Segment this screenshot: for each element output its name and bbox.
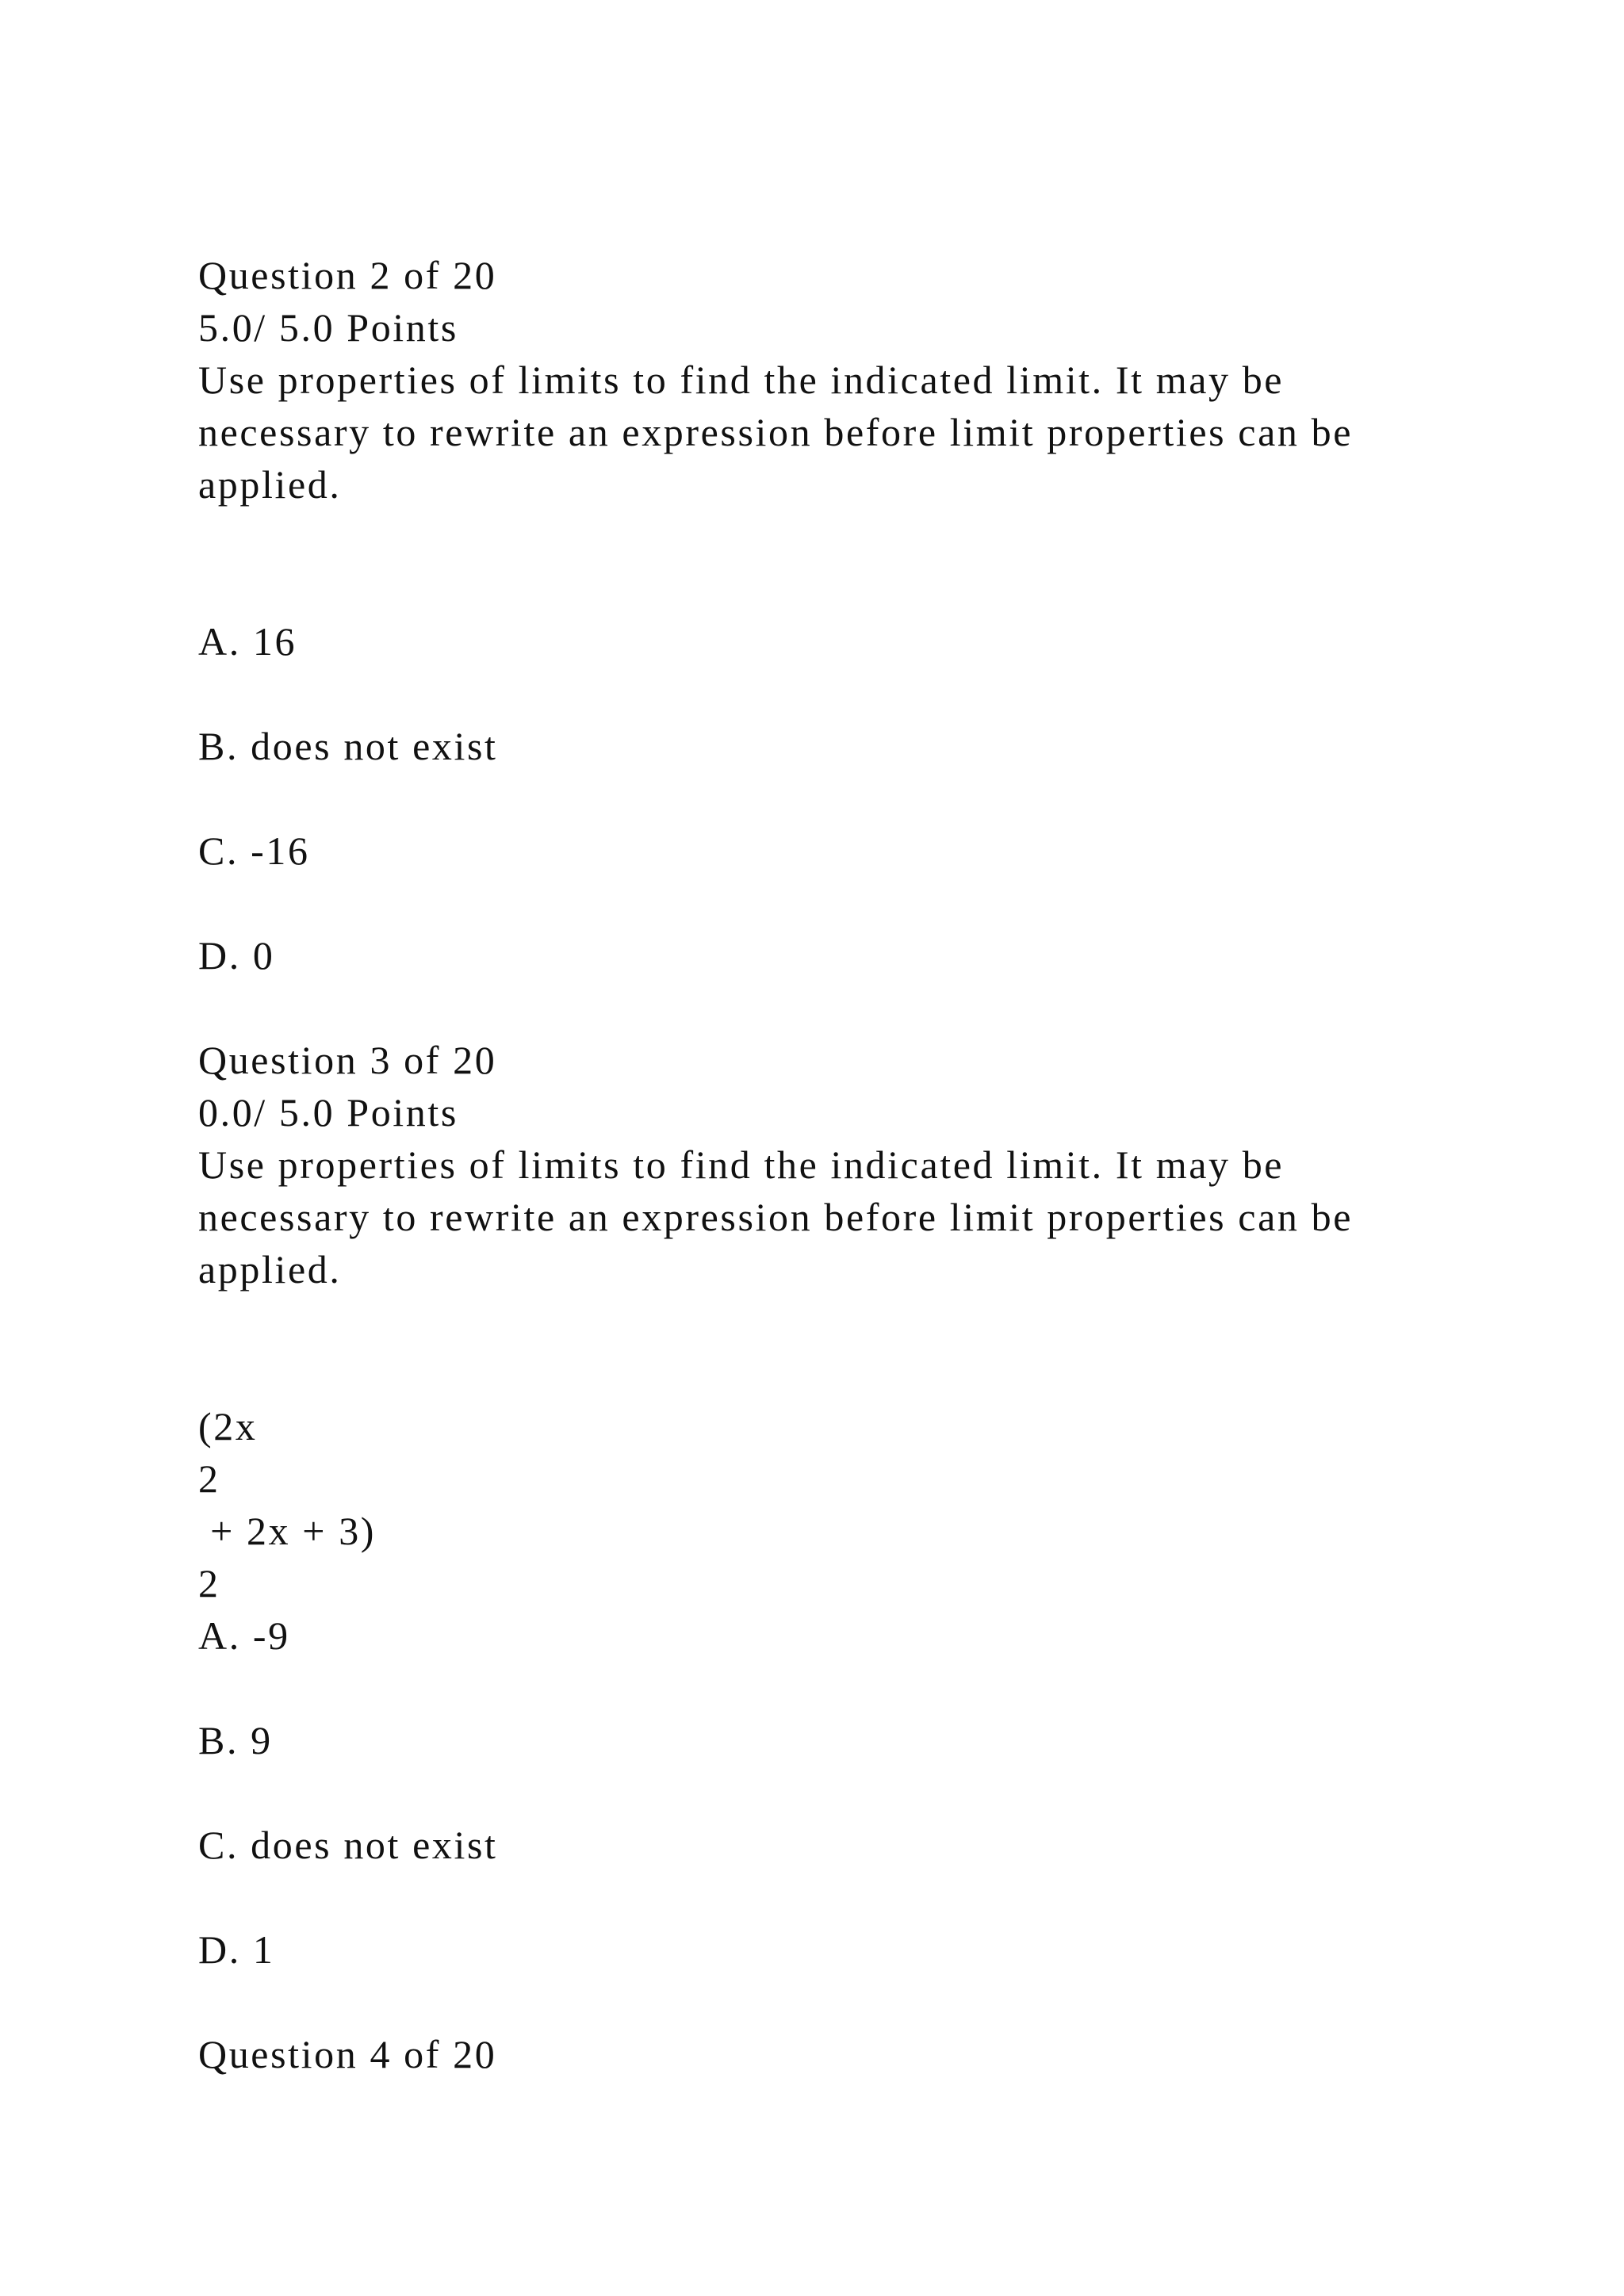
option-letter: B. — [198, 724, 239, 768]
question-3-option-b — [198, 1714, 273, 1766]
question-3-expression-line-3: + 2x + 3) — [198, 1509, 377, 1553]
question-3-prompt-line-2: necessary to rewrite an expression before limit properties can be — [198, 1195, 1353, 1239]
question-2-prompt-line-3: applied. — [198, 462, 342, 507]
question-3-expression-line-4: 2 — [198, 1561, 220, 1605]
option-text: -16 — [251, 828, 310, 873]
question-2-header: Question 2 of 20 — [198, 253, 497, 297]
question-2-prompt-line-1: Use properties of limits to find the indicated limit. It may be — [198, 358, 1285, 402]
option-letter: C. — [198, 828, 239, 873]
question-3-expression-line-1: (2x — [198, 1404, 258, 1448]
option-text: does not exist — [251, 1823, 498, 1867]
question-3-expression-line-2: 2 — [198, 1456, 220, 1501]
option-letter: C. — [198, 1823, 239, 1867]
option-text: 16 — [252, 619, 297, 664]
question-3-prompt-line-3: applied. — [198, 1247, 342, 1292]
option-letter: A. — [198, 1613, 241, 1658]
question-2-points: 5.0/ 5.0 Points — [198, 305, 458, 350]
option-text: 1 — [252, 1927, 275, 1972]
option-text: -9 — [252, 1613, 290, 1658]
question-4-header: Question 4 of 20 — [198, 2032, 497, 2076]
question-2-option-b — [198, 720, 498, 772]
question-3-prompt-line-1: Use properties of limits to find the indicated limit. It may be — [198, 1142, 1285, 1187]
question-3-points: 0.0/ 5.0 Points — [198, 1090, 458, 1135]
question-2-option-a — [198, 615, 297, 668]
option-letter: D. — [198, 933, 241, 978]
question-3-option-d — [198, 1923, 275, 1976]
option-letter: D. — [198, 1927, 241, 1972]
question-2-option-d — [198, 929, 275, 982]
option-text: does not exist — [251, 724, 498, 768]
question-2-option-c — [198, 825, 310, 877]
question-3-option-c — [198, 1819, 498, 1871]
option-text: 0 — [252, 933, 275, 978]
question-3-option-a — [198, 1609, 290, 1662]
question-2-prompt-line-2: necessary to rewrite an expression before limit properties can be — [198, 410, 1353, 454]
option-letter: B. — [198, 1718, 239, 1762]
question-3-header: Question 3 of 20 — [198, 1038, 497, 1082]
option-text: 9 — [251, 1718, 273, 1762]
option-letter: A. — [198, 619, 241, 664]
